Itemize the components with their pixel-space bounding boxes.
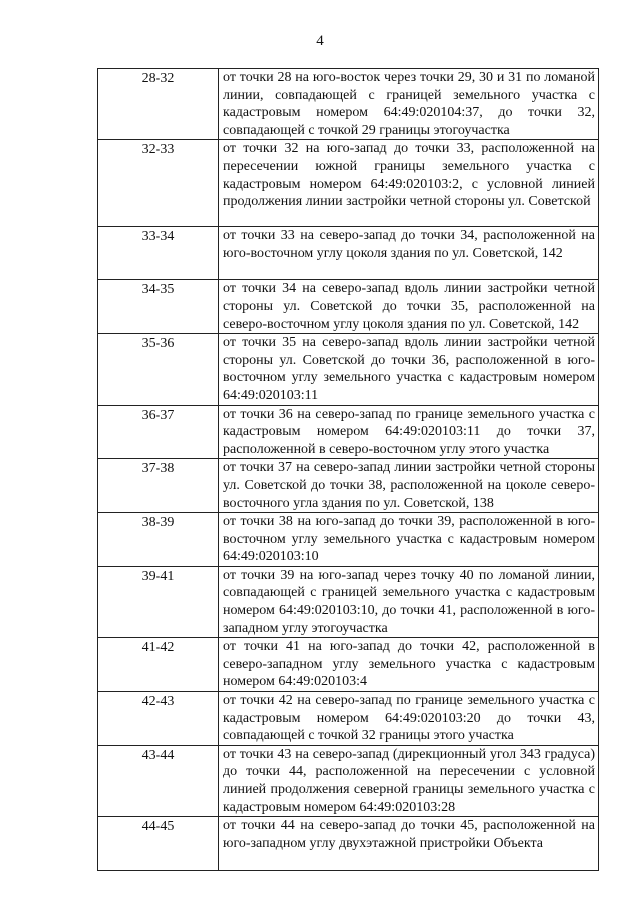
segment-description: от точки 43 на северо-запад (дирекционный угол 343 градуса) до точки 44, расположенной на пересечении с условной линией продолжения северной границы земельного участка с кадастровым номером 64:49:020103:28	[219, 745, 599, 816]
segment-id: 43-44	[98, 745, 219, 816]
table-row	[98, 692, 599, 746]
table-row	[98, 69, 599, 140]
segment-description: от точки 33 на северо-запад до точки 34, расположенной на юго-восточном углу цоколя здания по ул. Советской, 142	[219, 227, 599, 280]
segment-description: от точки 41 на юго-запад до точки 42, расположенной в северо-западном углу земельного участка с кадастровым номером 64:49:020103:4	[219, 638, 599, 692]
segment-id: 36-37	[98, 405, 219, 459]
segment-id: 39-41	[98, 566, 219, 637]
segment-description: от точки 35 на северо-запад вдоль линии застройки четной стороны ул. Советской до точки 36, расположенной в юго-восточном углу земельного участка с кадастровым номером 64:49:020103:11	[219, 334, 599, 405]
segment-id: 35-36	[98, 334, 219, 405]
segment-id: 41-42	[98, 638, 219, 692]
segment-description: от точки 39 на юго-запад через точку 40 по ломаной линии, совпадающей с границей земельного участка с кадастровым номером 64:49:020103:10, до точки 41, расположенной в юго-западном углу этогоучастка	[219, 566, 599, 637]
segment-description: от точки 38 на юго-запад до точки 39, расположенной в юго-восточном углу земельного участка с кадастровым номером 64:49:020103:10	[219, 513, 599, 567]
segment-description: от точки 32 на юго-запад до точки 33, расположенной на пересечении южной границы земельного участка с кадастровым номером 64:49:020103:2, с условной линией продолжения линии застройки четной стороны ул. Советской	[219, 140, 599, 227]
segment-description: от точки 44 на северо-запад до точки 45, расположенной на юго-западном углу двухэтажной пристройки Объекта	[219, 817, 599, 871]
table-row	[98, 745, 599, 816]
segment-id: 33-34	[98, 227, 219, 280]
segment-id: 42-43	[98, 692, 219, 746]
table-row	[98, 566, 599, 637]
table-row	[98, 227, 599, 280]
segment-description: от точки 36 на северо-запад по границе земельного участка с кадастровым номером 64:49:020103:11 до точки 37, расположенной в северо-восточном углу этого участка	[219, 405, 599, 459]
boundary-segments-table	[97, 68, 599, 871]
segment-description: от точки 42 на северо-запад по границе земельного участка с кадастровым номером 64:49:020103:20 до точки 43, совпадающей с точкой 32 границы этого участка	[219, 692, 599, 746]
segment-description: от точки 28 на юго-восток через точки 29, 30 и 31 по ломаной линии, совпадающей с границей земельного участка с кадастровым номером 64:49:020104:37, до точки 32, совпадающей с точкой 29 границы этогоучастка	[219, 69, 599, 140]
table-row	[98, 140, 599, 227]
segment-id: 44-45	[98, 817, 219, 871]
table-row	[98, 405, 599, 459]
table-row	[98, 280, 599, 334]
table-row	[98, 334, 599, 405]
page-number: 4	[316, 33, 324, 49]
segment-id: 34-35	[98, 280, 219, 334]
table-row	[98, 513, 599, 567]
segment-id: 38-39	[98, 513, 219, 567]
segment-id: 37-38	[98, 459, 219, 513]
segment-description: от точки 37 на северо-запад линии застройки четной стороны ул. Советской до точки 38, расположенной на цоколе северо-восточного угла здания по ул. Советской, 138	[219, 459, 599, 513]
segment-description: от точки 34 на северо-запад вдоль линии застройки четной стороны ул. Советской до точки 35, расположенной на северо-восточном углу цоколя здания по ул. Советской, 142	[219, 280, 599, 334]
segment-id: 32-33	[98, 140, 219, 227]
table-row	[98, 459, 599, 513]
table-row	[98, 638, 599, 692]
segment-id: 28-32	[98, 69, 219, 140]
table-row	[98, 817, 599, 871]
